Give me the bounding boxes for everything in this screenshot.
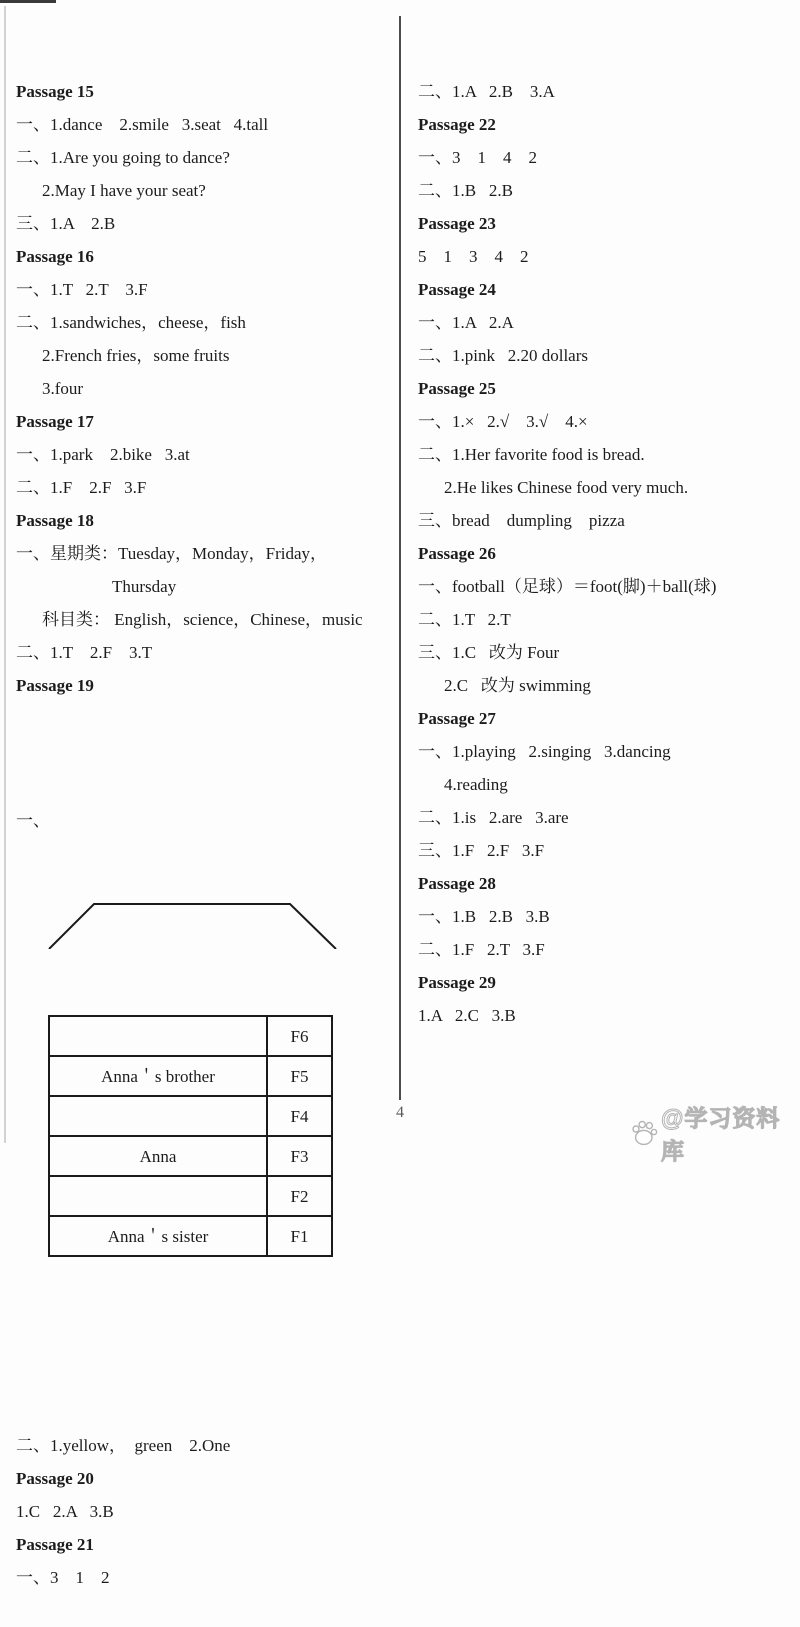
passage-header: Passage 19 [16, 676, 94, 695]
answer-line: 一、3 1 4 2 [418, 148, 537, 167]
answer-line: 二、1.B 2.B [418, 181, 513, 200]
answer-line: Thursday [112, 577, 177, 596]
answer-line: 3.four [42, 379, 84, 398]
passage-header: Passage 25 [418, 379, 496, 398]
answer-line: 二、1.is 2.are 3.are [418, 808, 569, 827]
answer-line: 科目类： English，science，Chinese，music [42, 610, 363, 629]
answer-line: 1.A 2.C 3.B [418, 1006, 516, 1025]
answer-line: 2.C 改为 swimming [444, 676, 591, 695]
answer-line: 三、1.F 2.F 3.F [418, 841, 545, 860]
floor-label-cell: F3 [267, 1136, 332, 1176]
passage-header: Passage 15 [16, 82, 94, 101]
passage-header: Passage 28 [418, 874, 496, 893]
passage-header: Passage 17 [16, 412, 94, 431]
floor-occupant-cell: Anna＇s sister [49, 1216, 267, 1256]
column-divider-line [399, 16, 401, 1100]
floor-label-cell: F5 [267, 1056, 332, 1096]
passage-header: Passage 27 [418, 709, 496, 728]
answer-line: 二、1.A 2.B 3.A [418, 82, 555, 101]
floor-label-cell: F4 [267, 1096, 332, 1136]
left-column-lines-bottom [16, 1429, 398, 1594]
answer-line: 2.He likes Chinese food very much. [444, 478, 689, 497]
passage-header: Passage 23 [418, 214, 496, 233]
answer-line: 1.C 2.A 3.B [16, 1502, 114, 1521]
answer-line: 5 1 3 4 2 [418, 247, 529, 266]
scan-edge-line [4, 6, 6, 1143]
answer-line: 4.reading [444, 775, 508, 794]
floor-label-cell: F6 [267, 1016, 332, 1056]
watermark-text: @学习资料库 [661, 1105, 781, 1164]
passage-header: Passage 29 [418, 973, 496, 992]
answer-line: 一、1.playing 2.singing 3.dancing [418, 742, 671, 761]
answer-line: 一、1.T 2.T 3.F [16, 280, 148, 299]
answer-line: 二、1.Her favorite food is bread. [418, 445, 645, 464]
passage-header: Passage 18 [16, 511, 94, 530]
answer-line: 二、1.T 2.F 3.T [16, 643, 153, 662]
floor-label-cell: F1 [267, 1216, 332, 1256]
answer-line: 一、1.dance 2.smile 3.seat 4.tall [16, 115, 269, 134]
right-column-lines [418, 75, 794, 1032]
answer-line: 一、星期类：Tuesday，Monday，Friday， [16, 544, 328, 563]
answer-line: 二、1.sandwiches，cheese，fish [16, 313, 246, 332]
answer-line: 一、1.park 2.bike 3.at [16, 445, 190, 464]
floor-row [49, 1216, 332, 1256]
diagram-section-label: 一、 [16, 811, 50, 830]
answer-line: 二、1.F 2.F 3.F [16, 478, 147, 497]
answer-line: 一、1.A 2.A [418, 313, 514, 332]
floor-occupant-cell [49, 1016, 267, 1056]
answer-line: 一、3 1 2 [16, 1568, 110, 1587]
page-number: 4 [396, 1104, 404, 1121]
floor-row [49, 1176, 332, 1216]
left-column [16, 0, 398, 1627]
answer-line: 一、1.× 2.√ 3.√ 4.× [418, 412, 588, 431]
passage-header: Passage 22 [418, 115, 496, 134]
left-column-lines-top [16, 75, 398, 702]
passage-header: Passage 26 [418, 544, 496, 563]
answer-line: 一、football（足球）＝foot(脚)＋ball(球) [418, 577, 717, 596]
floor-row [49, 1136, 332, 1176]
floor-row [49, 1056, 332, 1096]
floor-table [48, 1015, 333, 1257]
right-column [418, 0, 794, 1065]
house-roof-shape [48, 903, 337, 949]
floor-row [49, 1016, 332, 1056]
floor-label-cell: F2 [267, 1176, 332, 1216]
answer-line: 二、1.Are you going to dance? [16, 148, 230, 167]
floor-occupant-cell: Anna [49, 1136, 267, 1176]
answer-line: 2.French fries，some fruits [42, 346, 230, 365]
answer-line: 三、1.A 2.B [16, 214, 116, 233]
passage-header: Passage 16 [16, 247, 94, 266]
answer-line: 二、1.yellow， green 2.One [16, 1436, 231, 1455]
floor-occupant-cell: Anna＇s brother [49, 1056, 267, 1096]
watermark [630, 1100, 800, 1166]
answer-line: 三、1.C 改为 Four [418, 643, 560, 662]
passage-header: Passage 24 [418, 280, 496, 299]
answer-line: 一、1.B 2.B 3.B [418, 907, 550, 926]
answer-line: 2.May I have your seat? [42, 181, 206, 200]
paw-icon [630, 1119, 658, 1147]
answer-line: 二、1.pink 2.20 dollars [418, 346, 588, 365]
answer-line: 二、1.F 2.T 3.F [418, 940, 545, 959]
floor-occupant-cell [49, 1176, 267, 1216]
floor-diagram [16, 804, 398, 1323]
passage-header: Passage 21 [16, 1535, 94, 1554]
answer-line: 二、1.T 2.T [418, 610, 511, 629]
answer-line: 三、bread dumpling pizza [418, 511, 625, 530]
passage-header: Passage 20 [16, 1469, 94, 1488]
